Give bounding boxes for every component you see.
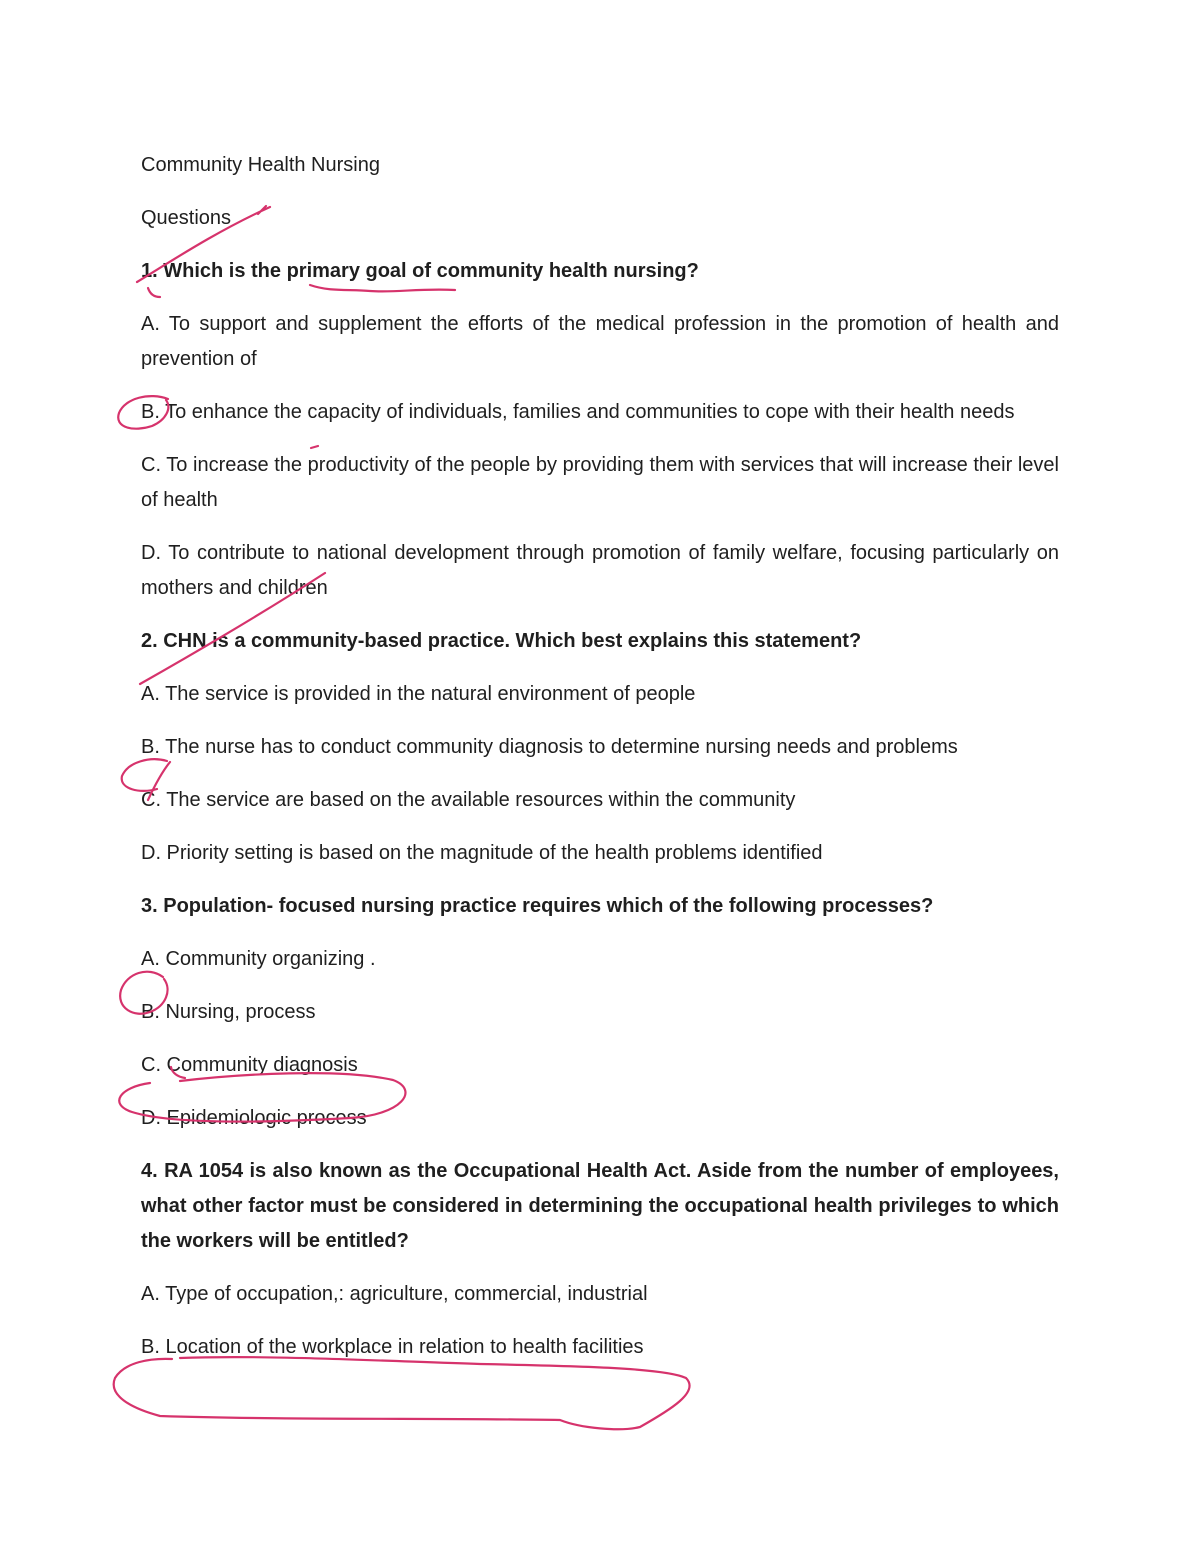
- question-3-option-c: C. Community diagnosis: [141, 1054, 358, 1076]
- section-heading: Questions: [141, 207, 232, 229]
- question-1-option-d: D. To contribute to national development through promotion of family welfare, focusing particularly on mothers and children: [141, 542, 1059, 599]
- question-1-stem: 1. Which is the primary goal of community health nursing?: [141, 260, 699, 282]
- document-body: [141, 148, 1059, 1383]
- question-2-option-d: D. Priority setting is based on the magnitude of the health problems identified: [141, 842, 823, 864]
- question-4-option-a: A. Type of occupation,: agriculture, commercial, industrial: [141, 1283, 648, 1305]
- question-1-option-a: A. To support and supplement the efforts of the medical profession in the promotion of health and prevention of: [141, 313, 1059, 370]
- question-2-stem: 2. CHN is a community-based practice. Which best explains this statement?: [141, 630, 862, 652]
- document-title: Community Health Nursing: [141, 154, 380, 176]
- question-1-option-c: C. To increase the productivity of the people by providing them with services that will increase their level of health: [141, 454, 1059, 511]
- question-2-option-a: A. The service is provided in the natural environment of people: [141, 683, 696, 705]
- question-3-stem: 3. Population- focused nursing practice requires which of the following processes?: [141, 895, 934, 917]
- question-3-option-a: A. Community organizing .: [141, 948, 376, 970]
- question-4-option-b: B. Location of the workplace in relation to health facilities: [141, 1336, 644, 1358]
- question-2-option-b: B. The nurse has to conduct community diagnosis to determine nursing needs and problems: [141, 736, 958, 758]
- question-2-option-c: C. The service are based on the available resources within the community: [141, 789, 796, 811]
- question-1-option-b: B. To enhance the capacity of individuals, families and communities to cope with their health needs: [141, 401, 1015, 423]
- question-4-stem: 4. RA 1054 is also known as the Occupational Health Act. Aside from the number of employees, what other factor must be considered in determining the occupational health privileges to which the workers will be entitled?: [141, 1160, 1059, 1252]
- question-3-option-d: D. Epidemiologic process: [141, 1107, 367, 1129]
- question-3-option-b: B. Nursing, process: [141, 1001, 316, 1023]
